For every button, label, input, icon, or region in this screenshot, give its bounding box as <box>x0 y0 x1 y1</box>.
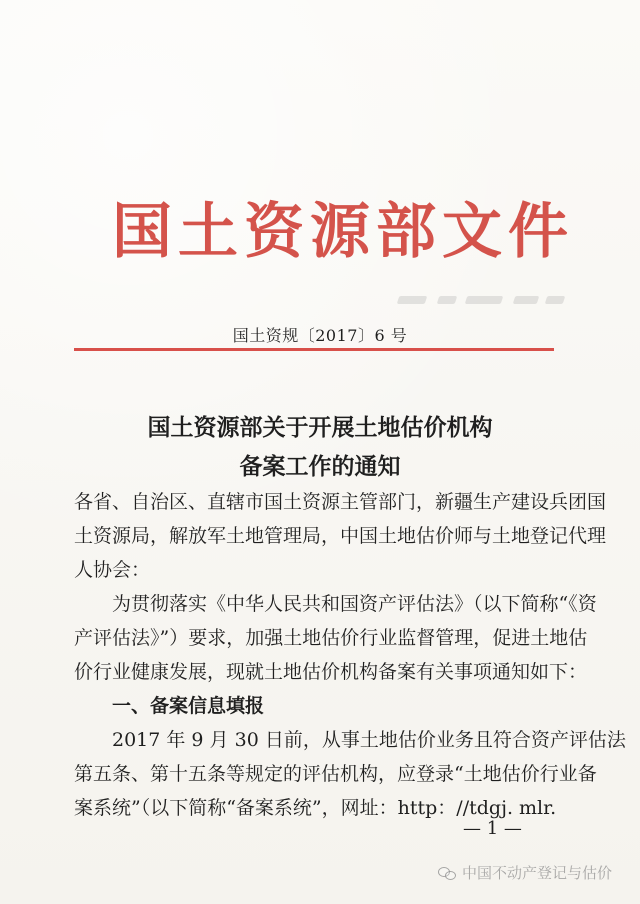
body-line: 第五条、第十五条等规定的评估机构，应登录“土地估价行业备 <box>74 763 597 785</box>
faint-stamp-mark <box>398 292 568 310</box>
document-number: 国土资规〔2017〕6 号 <box>232 326 408 345</box>
issuer-header: 国土资源部文件 <box>112 197 574 267</box>
body-line: 各省、自治区、直辖市国土资源主管部门，新疆生产建设兵团国 <box>74 491 607 513</box>
notice-title-line: 备案工作的通知 <box>239 453 401 480</box>
watermark-text: 中国不动产登记与估价 <box>462 864 613 882</box>
body-line: 价行业健康发展，现就土地估价机构备案有关事项通知如下： <box>74 661 588 683</box>
wechat-icon <box>438 866 456 880</box>
body-line: 土资源局，解放军土地管理局，中国土地估价师与土地登记代理 <box>74 525 607 547</box>
notice-title-line: 国土资源部关于开展土地估价机构 <box>147 414 493 441</box>
red-divider <box>74 348 554 351</box>
body-line: 人协会： <box>74 559 151 581</box>
body-line: 产评估法》”）要求，加强土地估价行业监督管理，促进土地估 <box>74 627 588 649</box>
page-number: — 1 — <box>463 818 522 839</box>
watermark <box>438 862 612 883</box>
body-line: 为贯彻落实《中华人民共和国资产评估法》（以下简称“《资 <box>112 593 597 615</box>
chat-bubble-icon <box>445 871 456 880</box>
body-line: 2017 年 9 月 30 日前，从事土地估价业务且符合资产评估法 <box>112 729 626 751</box>
section-heading: 一、备案信息填报 <box>112 695 265 717</box>
body-line: 案系统”（以下简称“备案系统”，网址：http：//tdgj. mlr. <box>74 797 557 819</box>
